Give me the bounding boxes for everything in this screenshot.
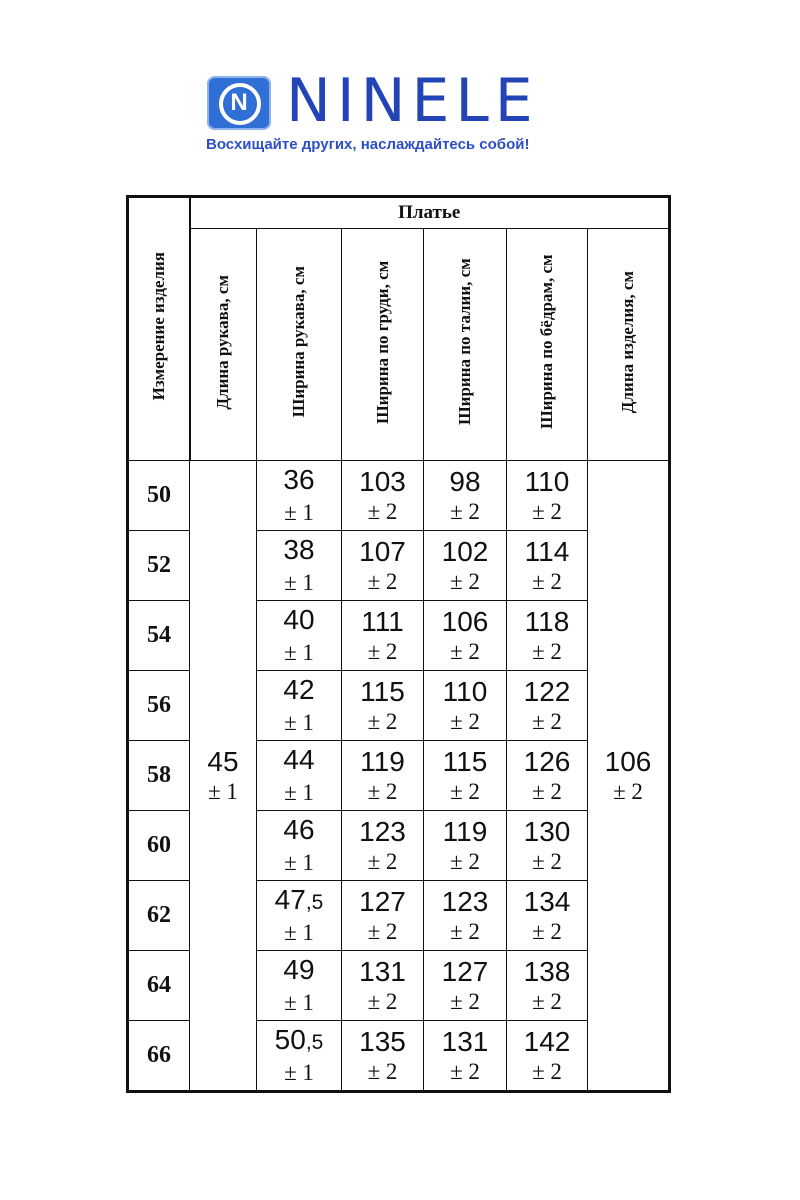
measurement-cell: 135 ± 2 xyxy=(342,1021,424,1092)
measurement-cell: 127 ± 2 xyxy=(342,881,424,951)
measurement-cell: 127 ± 2 xyxy=(424,951,507,1021)
column-header: Ширина по талии, см xyxy=(424,229,507,461)
measurement-cell: 46 ± 1 xyxy=(257,811,342,881)
measurement-cell: 138 ± 2 xyxy=(507,951,588,1021)
size-cell: 50 xyxy=(128,461,190,531)
measurement-cell: 36 ± 1 xyxy=(257,461,342,531)
logo-monogram: N xyxy=(230,89,248,116)
size-cell: 62 xyxy=(128,881,190,951)
measurement-cell: 131 ± 2 xyxy=(342,951,424,1021)
measurement-cell: 50,5 ± 1 xyxy=(257,1021,342,1092)
size-chart-table xyxy=(126,195,671,1093)
column-header: Длина изделия, см xyxy=(588,229,670,461)
measurement-cell: 40 ± 1 xyxy=(257,601,342,671)
size-cell: 60 xyxy=(128,811,190,881)
measurement-cell: 118 ± 2 xyxy=(507,601,588,671)
measurement-cell: 126 ± 2 xyxy=(507,741,588,811)
measurement-cell: 131 ± 2 xyxy=(424,1021,507,1092)
measurement-cell: 44 ± 1 xyxy=(257,741,342,811)
measurement-cell: 122 ± 2 xyxy=(507,671,588,741)
measurement-cell: 110 ± 2 xyxy=(507,461,588,531)
measurement-cell: 110 ± 2 xyxy=(424,671,507,741)
measurement-cell: 115 ± 2 xyxy=(342,671,424,741)
sleeve-length-merged-cell: 45 ± 1 xyxy=(190,461,257,1092)
measurement-cell: 103 ± 2 xyxy=(342,461,424,531)
size-cell: 66 xyxy=(128,1021,190,1092)
column-header: Ширина рукава, см xyxy=(257,229,342,461)
measurement-cell: 98 ± 2 xyxy=(424,461,507,531)
brand-name: NINELE xyxy=(286,66,539,136)
measurement-cell: 114 ± 2 xyxy=(507,531,588,601)
size-cell: 56 xyxy=(128,671,190,741)
size-column-header: Измерение изделия xyxy=(128,197,190,461)
column-header: Ширина по груди, см xyxy=(342,229,424,461)
brand-tagline: Восхищайте других, наслаждайтесь собой! xyxy=(206,136,530,153)
logo-icon xyxy=(207,76,271,130)
measurement-cell: 38 ± 1 xyxy=(257,531,342,601)
measurement-cell: 115 ± 2 xyxy=(424,741,507,811)
size-cell: 54 xyxy=(128,601,190,671)
group-header: Платье xyxy=(190,197,670,229)
measurement-cell: 123 ± 2 xyxy=(424,881,507,951)
measurement-cell: 107 ± 2 xyxy=(342,531,424,601)
measurement-cell: 130 ± 2 xyxy=(507,811,588,881)
measurement-cell: 47,5 ± 1 xyxy=(257,881,342,951)
measurement-cell: 106 ± 2 xyxy=(424,601,507,671)
measurement-cell: 111 ± 2 xyxy=(342,601,424,671)
product-length-merged-cell: 106 ± 2 xyxy=(588,461,670,1092)
measurement-cell: 142 ± 2 xyxy=(507,1021,588,1092)
measurement-cell: 102 ± 2 xyxy=(424,531,507,601)
measurement-cell: 42 ± 1 xyxy=(257,671,342,741)
measurement-cell: 134 ± 2 xyxy=(507,881,588,951)
measurement-cell: 119 ± 2 xyxy=(424,811,507,881)
measurement-cell: 119 ± 2 xyxy=(342,741,424,811)
measurement-cell: 49 ± 1 xyxy=(257,951,342,1021)
column-header: Длина рукава, см xyxy=(190,229,257,461)
table-row xyxy=(128,461,670,531)
measurement-cell: 123 ± 2 xyxy=(342,811,424,881)
column-header: Ширина по бёдрам, см xyxy=(507,229,588,461)
size-cell: 64 xyxy=(128,951,190,1021)
size-cell: 52 xyxy=(128,531,190,601)
size-cell: 58 xyxy=(128,741,190,811)
